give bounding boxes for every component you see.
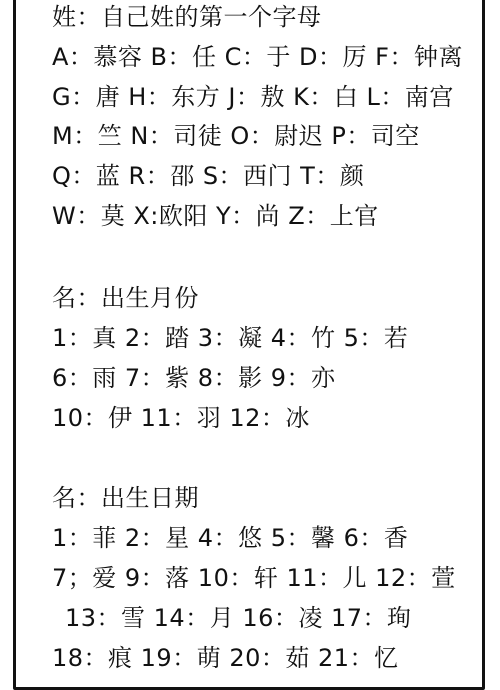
surname-line-5: W：莫 X:欧阳 Y：尚 Z：上官 [52, 202, 379, 230]
section-title-birth-day: 名：出生日期 [52, 484, 199, 512]
day-line-3: 13：雪 14：月 16：凌 17：珣 [65, 604, 412, 632]
surname-line-3: M：竺 N：司徒 O：尉迟 P：司空 [52, 122, 420, 150]
surname-line-4: Q：蓝 R：邵 S：西门 T：颜 [52, 162, 365, 190]
month-line-3: 10：伊 11：羽 12：冰 [52, 404, 310, 432]
day-line-4: 18：痕 19：萌 20：茹 21：忆 [52, 644, 399, 672]
day-line-1: 1：菲 2：星 4：悠 5：馨 6：香 [52, 524, 409, 552]
month-line-1: 1：真 2：踏 3：凝 4：竹 5：若 [52, 324, 409, 352]
day-line-2: 7；爱 9：落 10：轩 11：儿 12：萱 [52, 564, 456, 592]
section-title-surname: 姓：自己姓的第一个字母 [52, 3, 322, 31]
surname-line-2: G：唐 H：东方 J：敖 K：白 L：南宫 [52, 83, 454, 111]
section-title-birth-month: 名：出生月份 [52, 284, 199, 312]
month-line-2: 6：雨 7：紫 8：影 9：亦 [52, 364, 336, 392]
surname-line-1: A：慕容 B：任 C：于 D：厉 F：钟离 [52, 43, 463, 71]
